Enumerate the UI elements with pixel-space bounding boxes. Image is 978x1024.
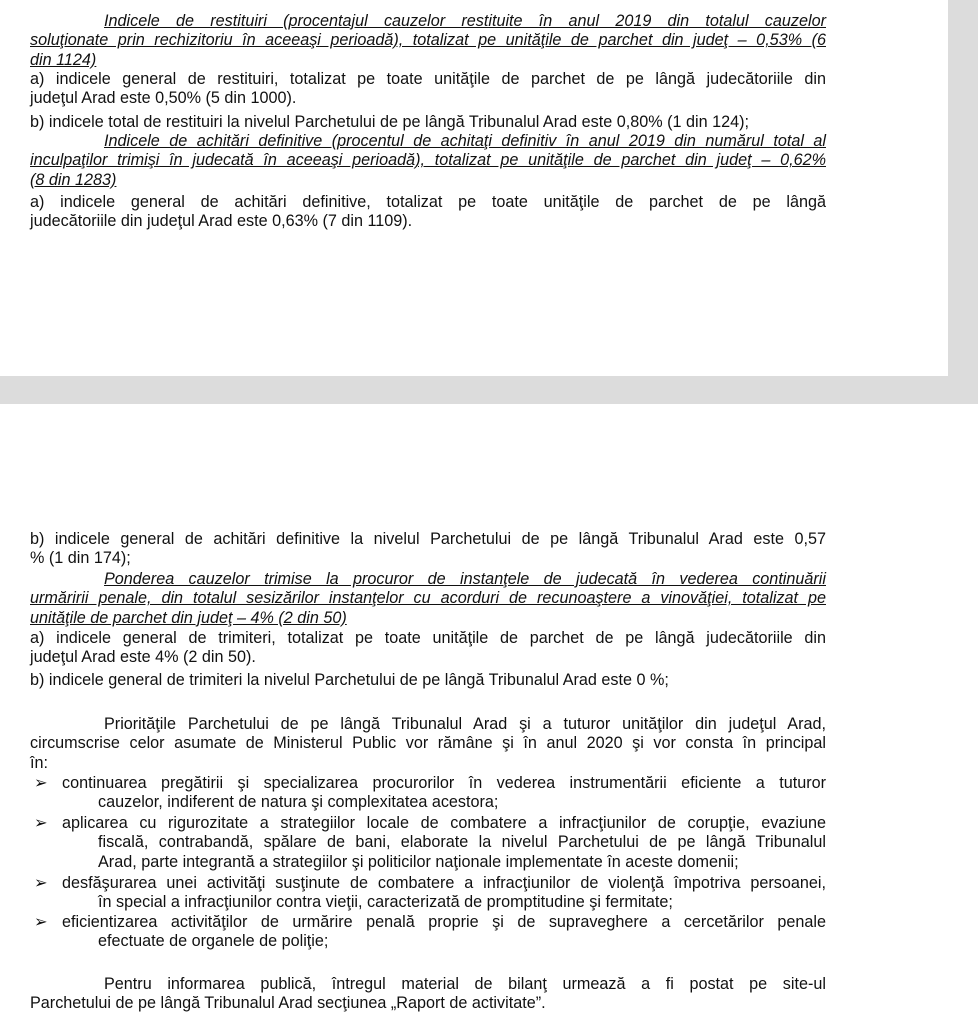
restituiri-heading-line: din 1124) (30, 50, 97, 69)
restituiri-heading-line: Indicele de restituiri (procentajul cauzelor restituite în anul 2019 din totalul cauzelor (104, 12, 826, 30)
text-line: b) indicele general de achitări definitive la nivelul Parchetului de pe lângă Tribunalul Arad este 0,57 (30, 530, 826, 548)
text-line: Priorităţile Parchetului de pe lângă Tribunalul Arad şi a tuturor unităţilor din judeţul Arad, (104, 715, 826, 733)
ponderea-heading-line: unităţile de parchet din judeţ – 4% (2 din 50) (30, 608, 347, 627)
bullet-item (30, 874, 826, 913)
prioritati-paragraph (30, 715, 826, 773)
achitari-item-b (30, 530, 826, 569)
text-line: b) indicele general de trimiteri la nivelul Parchetului de pe lângă Tribunalul Arad este 0 %; (30, 671, 669, 689)
informare-paragraph (30, 975, 826, 1014)
arrow-bullet-icon: ➢ (34, 913, 48, 931)
text-line: judeţul Arad este 0,50% (5 din 1000). (30, 89, 297, 108)
achitari-heading-line: inculpaţilor trimişi în judecată în aceeaşi perioadă), totalizat pe unităţile de parchet din judeţ – 0,62% (30, 151, 826, 170)
arrow-bullet-icon: ➢ (34, 814, 48, 832)
text-line: a) indicele general de restituiri, totalizat pe toate unităţile de parchet de pe lângă judecătoriile din (30, 70, 826, 88)
text-line: cauzelor, indiferent de natura şi complexitatea acestora; (98, 793, 499, 812)
text-line: eficientizarea activităţilor de urmărire penală proprie şi de supraveghere a cercetărilor penale (62, 913, 826, 931)
ponderea-heading (30, 570, 826, 628)
ponderea-heading-line: Ponderea cauzelor trimise la procuror de instanţele de judecată în vederea continuării (104, 570, 826, 588)
restituiri-item-b (30, 113, 826, 132)
text-line: efectuate de organele de poliţie; (98, 932, 329, 951)
text-line: în: (30, 753, 48, 772)
achitari-heading (30, 132, 826, 190)
text-line: a) indicele general de achitări definitive, totalizat pe toate unităţile de parchet de pe lângă (30, 193, 826, 211)
bullet-item (30, 814, 826, 872)
text-line: fiscală, contrabandă, spălare de bani, elaborate la nivelul Parchetului de pe lângă Tribunalul (98, 833, 826, 852)
restituiri-heading-line: soluţionate prin rechizitoriu în aceeaşi perioadă), totalizat pe unităţile de parchet din judeţ – 0,53% (6 (30, 31, 826, 50)
text-line: desfăşurarea unei activităţi susţinute de combatere a infracţiunilor de violenţă împotriva persoanei, (62, 874, 826, 892)
text-line: continuarea pregătirii şi specializarea procurorilor în vederea instrumentării eficiente a tuturor (62, 774, 826, 792)
text-line: aplicarea cu rigurozitate a strategiilor locale de combatere a infracţiunilor de corupţie, evaziune (62, 814, 826, 832)
achitari-heading-line: (8 din 1283) (30, 170, 117, 189)
bullet-item (30, 913, 826, 952)
text-line: a) indicele general de trimiteri, totalizat pe toate unităţile de parchet de pe lângă judecătoriile din (30, 629, 826, 647)
document-page-2 (0, 404, 978, 1024)
text-line: b) indicele total de restituiri la nivelul Parchetului de pe lângă Tribunalul Arad este 0,80% (1 din 124); (30, 113, 749, 131)
achitari-heading-line: Indicele de achitări definitive (procentul de achitaţi definitiv în anul 2019 din numărul total al (104, 132, 826, 150)
text-line: % (1 din 174); (30, 549, 131, 568)
text-line: în special a infracţiunilor contra vieţii, caracterizată de promptitudine şi fermitate; (98, 893, 673, 912)
ponderea-heading-line: urmăririi penale, din totalul sesizărilor instanţelor cu acorduri de recunoaştere a vinovăţiei, totalizat pe (30, 589, 826, 608)
text-line: judeţul Arad este 4% (2 din 50). (30, 648, 256, 667)
text-line: judecătoriile din judeţul Arad este 0,63% (7 din 1109). (30, 212, 413, 231)
trimiteri-item-b (30, 671, 826, 690)
trimiteri-item-a (30, 629, 826, 668)
restituiri-heading (30, 12, 826, 70)
text-line: Arad, parte integrantă a strategiilor şi politicilor naţionale implementate în aceste domenii; (98, 852, 739, 871)
text-line: Parchetului de pe lângă Tribunalul Arad secţiunea „Raport de activitate”. (30, 994, 546, 1013)
document-page-1 (0, 0, 948, 376)
text-line: circumscrise celor asumate de Ministerul Public vor rămâne şi în anul 2020 şi vor consta în principal (30, 734, 826, 753)
achitari-item-a (30, 193, 826, 232)
restituiri-item-a (30, 70, 826, 109)
bullet-item (30, 774, 826, 813)
arrow-bullet-icon: ➢ (34, 874, 48, 892)
text-line: Pentru informarea publică, întregul material de bilanţ urmează a fi postat pe site-ul (104, 975, 826, 993)
arrow-bullet-icon: ➢ (34, 774, 48, 792)
